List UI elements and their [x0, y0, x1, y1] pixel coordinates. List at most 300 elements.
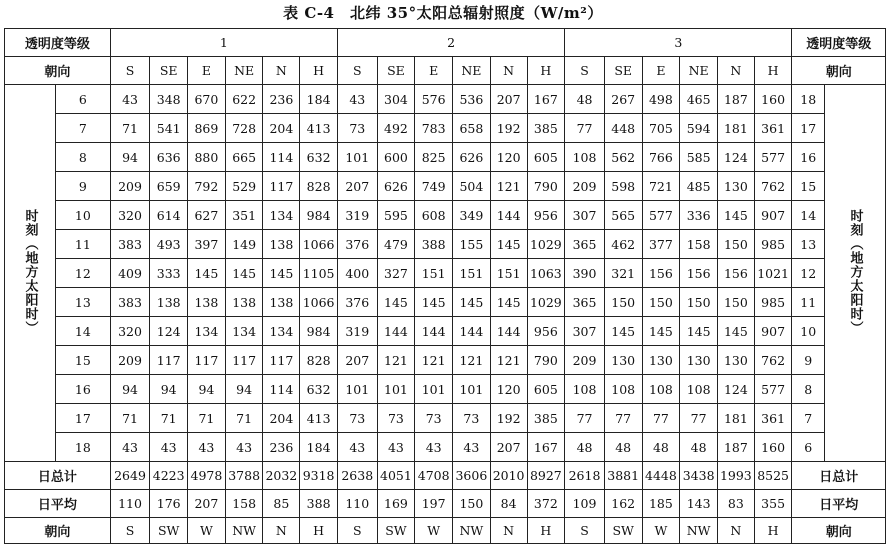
value-cell: 71 [110, 404, 150, 433]
orientation-header: SE [377, 57, 415, 85]
value-cell: 365 [565, 230, 605, 259]
value-cell: 1029 [527, 288, 565, 317]
value-cell: 43 [377, 433, 415, 462]
value-cell: 145 [642, 317, 680, 346]
value-cell: 117 [263, 346, 300, 375]
value-cell: 361 [754, 404, 792, 433]
value-cell: 236 [263, 433, 300, 462]
value-cell: 376 [337, 288, 377, 317]
total-cell: 2618 [565, 462, 605, 490]
value-cell: 77 [565, 114, 605, 143]
hour-right: 10 [792, 317, 825, 346]
value-cell: 144 [490, 201, 527, 230]
value-cell: 184 [300, 85, 338, 114]
value-cell: 448 [604, 114, 642, 143]
total-cell: 4223 [150, 462, 188, 490]
value-cell: 138 [188, 288, 226, 317]
hour-right: 9 [792, 346, 825, 375]
daily-avg-row [5, 490, 886, 518]
total-cell: 2010 [490, 462, 527, 490]
hour-left: 6 [55, 85, 110, 114]
value-cell: 485 [680, 172, 718, 201]
orientation-header: S [565, 57, 605, 85]
hour-right: 7 [792, 404, 825, 433]
orientation-footer: NW [225, 518, 263, 544]
value-cell: 321 [604, 259, 642, 288]
value-cell: 598 [604, 172, 642, 201]
value-cell: 985 [754, 230, 792, 259]
total-cell: 1993 [717, 462, 754, 490]
value-cell: 120 [490, 375, 527, 404]
time-label-text: 时刻（地方太阳时） [847, 208, 863, 335]
value-cell: 479 [377, 230, 415, 259]
value-cell: 124 [717, 143, 754, 172]
value-cell: 1029 [527, 230, 565, 259]
daily-total-label: 日总计 [5, 462, 111, 490]
total-cell: 8927 [527, 462, 565, 490]
total-cell: 3606 [453, 462, 491, 490]
avg-cell: 207 [188, 490, 226, 518]
value-cell: 790 [527, 346, 565, 375]
value-cell: 43 [453, 433, 491, 462]
total-cell: 4708 [415, 462, 453, 490]
value-cell: 907 [754, 317, 792, 346]
value-cell: 108 [642, 375, 680, 404]
value-cell: 307 [565, 317, 605, 346]
value-cell: 108 [565, 375, 605, 404]
value-cell: 783 [415, 114, 453, 143]
value-cell: 728 [225, 114, 263, 143]
value-cell: 151 [453, 259, 491, 288]
value-cell: 541 [150, 114, 188, 143]
value-cell: 101 [337, 143, 377, 172]
value-cell: 145 [188, 259, 226, 288]
value-cell: 48 [565, 85, 605, 114]
value-cell: 134 [263, 201, 300, 230]
value-cell: 101 [377, 375, 415, 404]
value-cell: 145 [263, 259, 300, 288]
value-cell: 138 [150, 288, 188, 317]
value-cell: 144 [453, 317, 491, 346]
value-cell: 565 [604, 201, 642, 230]
time-label-right [825, 85, 886, 462]
table-row [5, 288, 886, 317]
value-cell: 207 [490, 85, 527, 114]
value-cell: 73 [415, 404, 453, 433]
value-cell: 134 [263, 317, 300, 346]
value-cell: 101 [337, 375, 377, 404]
orientation-header: NE [680, 57, 718, 85]
orientation-header: H [300, 57, 338, 85]
value-cell: 385 [527, 404, 565, 433]
value-cell: 984 [300, 317, 338, 346]
hour-left: 7 [55, 114, 110, 143]
value-cell: 869 [188, 114, 226, 143]
orientation-footer: N [263, 518, 300, 544]
orientation-header: H [527, 57, 565, 85]
orientation-header: SE [150, 57, 188, 85]
value-cell: 71 [188, 404, 226, 433]
avg-cell: 143 [680, 490, 718, 518]
value-cell: 236 [263, 85, 300, 114]
orientation-footer: SW [604, 518, 642, 544]
value-cell: 77 [604, 404, 642, 433]
table-row [5, 375, 886, 404]
daily-total-label-right: 日总计 [792, 462, 886, 490]
orientation-header: NE [225, 57, 263, 85]
value-cell: 130 [604, 346, 642, 375]
value-cell: 145 [717, 317, 754, 346]
value-cell: 985 [754, 288, 792, 317]
avg-cell: 110 [110, 490, 150, 518]
orientation-header: N [263, 57, 300, 85]
orientation-header: S [110, 57, 150, 85]
value-cell: 151 [415, 259, 453, 288]
value-cell: 73 [337, 114, 377, 143]
orientation-footer: W [188, 518, 226, 544]
avg-cell: 162 [604, 490, 642, 518]
avg-cell: 85 [263, 490, 300, 518]
value-cell: 204 [263, 114, 300, 143]
value-cell: 124 [150, 317, 188, 346]
value-cell: 956 [527, 201, 565, 230]
value-cell: 108 [565, 143, 605, 172]
avg-cell: 388 [300, 490, 338, 518]
hour-left: 16 [55, 375, 110, 404]
avg-cell: 372 [527, 490, 565, 518]
hour-right: 11 [792, 288, 825, 317]
value-cell: 577 [642, 201, 680, 230]
daily-total-row [5, 462, 886, 490]
value-cell: 390 [565, 259, 605, 288]
hour-left: 11 [55, 230, 110, 259]
total-cell: 4051 [377, 462, 415, 490]
value-cell: 150 [680, 288, 718, 317]
orientation-label: 朝向 [5, 57, 111, 85]
total-cell: 2649 [110, 462, 150, 490]
value-cell: 956 [527, 317, 565, 346]
value-cell: 94 [110, 143, 150, 172]
table-row [5, 317, 886, 346]
value-cell: 376 [337, 230, 377, 259]
value-cell: 167 [527, 433, 565, 462]
value-cell: 413 [300, 404, 338, 433]
value-cell: 209 [565, 346, 605, 375]
value-cell: 361 [754, 114, 792, 143]
value-cell: 77 [680, 404, 718, 433]
hour-right: 15 [792, 172, 825, 201]
orientation-footer: N [717, 518, 754, 544]
value-cell: 388 [415, 230, 453, 259]
value-cell: 658 [453, 114, 491, 143]
hour-left: 9 [55, 172, 110, 201]
orientation-label-bottom: 朝向 [5, 518, 111, 544]
value-cell: 145 [680, 317, 718, 346]
orientation-footer: NW [680, 518, 718, 544]
value-cell: 670 [188, 85, 226, 114]
value-cell: 319 [337, 317, 377, 346]
value-cell: 659 [150, 172, 188, 201]
hour-right: 12 [792, 259, 825, 288]
value-cell: 576 [415, 85, 453, 114]
table-row [5, 259, 886, 288]
orientation-header: E [188, 57, 226, 85]
value-cell: 73 [377, 404, 415, 433]
value-cell: 493 [150, 230, 188, 259]
value-cell: 828 [300, 172, 338, 201]
orientation-footer: H [754, 518, 792, 544]
value-cell: 605 [527, 375, 565, 404]
value-cell: 828 [300, 346, 338, 375]
value-cell: 207 [337, 172, 377, 201]
hour-right: 17 [792, 114, 825, 143]
value-cell: 319 [337, 201, 377, 230]
orientation-header: S [337, 57, 377, 85]
value-cell: 130 [717, 346, 754, 375]
value-cell: 320 [110, 317, 150, 346]
hour-right: 14 [792, 201, 825, 230]
value-cell: 108 [604, 375, 642, 404]
value-cell: 577 [754, 143, 792, 172]
orientation-footer: N [490, 518, 527, 544]
table-row [5, 433, 886, 462]
value-cell: 397 [188, 230, 226, 259]
value-cell: 43 [150, 433, 188, 462]
hour-left: 10 [55, 201, 110, 230]
value-cell: 114 [263, 375, 300, 404]
value-cell: 492 [377, 114, 415, 143]
avg-cell: 83 [717, 490, 754, 518]
value-cell: 71 [150, 404, 188, 433]
value-cell: 167 [527, 85, 565, 114]
value-cell: 595 [377, 201, 415, 230]
value-cell: 121 [453, 346, 491, 375]
orientation-label-right: 朝向 [792, 57, 886, 85]
value-cell: 348 [150, 85, 188, 114]
value-cell: 529 [225, 172, 263, 201]
value-cell: 48 [680, 433, 718, 462]
hour-left: 18 [55, 433, 110, 462]
value-cell: 48 [642, 433, 680, 462]
value-cell: 209 [565, 172, 605, 201]
orientation-header: N [490, 57, 527, 85]
value-cell: 825 [415, 143, 453, 172]
transparency-label: 透明度等级 [5, 29, 111, 57]
daily-avg-label: 日平均 [5, 490, 111, 518]
value-cell: 43 [110, 85, 150, 114]
value-cell: 383 [110, 288, 150, 317]
value-cell: 600 [377, 143, 415, 172]
value-cell: 43 [337, 433, 377, 462]
value-cell: 577 [754, 375, 792, 404]
value-cell: 608 [415, 201, 453, 230]
value-cell: 150 [604, 288, 642, 317]
value-cell: 320 [110, 201, 150, 230]
value-cell: 632 [300, 143, 338, 172]
value-cell: 71 [225, 404, 263, 433]
value-cell: 77 [642, 404, 680, 433]
table-row [5, 114, 886, 143]
value-cell: 117 [263, 172, 300, 201]
total-cell: 3881 [604, 462, 642, 490]
value-cell: 144 [490, 317, 527, 346]
hour-left: 13 [55, 288, 110, 317]
irradiance-table [4, 28, 886, 544]
value-cell: 145 [415, 288, 453, 317]
value-cell: 73 [453, 404, 491, 433]
total-cell: 8525 [754, 462, 792, 490]
value-cell: 155 [453, 230, 491, 259]
value-cell: 144 [415, 317, 453, 346]
value-cell: 145 [490, 288, 527, 317]
value-cell: 465 [680, 85, 718, 114]
value-cell: 585 [680, 143, 718, 172]
level-header: 1 [110, 29, 337, 57]
value-cell: 134 [225, 317, 263, 346]
value-cell: 43 [337, 85, 377, 114]
total-cell: 4448 [642, 462, 680, 490]
level-header: 2 [337, 29, 564, 57]
value-cell: 43 [225, 433, 263, 462]
value-cell: 181 [717, 404, 754, 433]
value-cell: 204 [263, 404, 300, 433]
orientation-header: SE [604, 57, 642, 85]
value-cell: 117 [188, 346, 226, 375]
orientation-footer: SW [150, 518, 188, 544]
avg-cell: 185 [642, 490, 680, 518]
orientation-footer: W [642, 518, 680, 544]
value-cell: 336 [680, 201, 718, 230]
value-cell: 400 [337, 259, 377, 288]
value-cell: 117 [225, 346, 263, 375]
table-row [5, 346, 886, 375]
value-cell: 907 [754, 201, 792, 230]
footer-row-orientations [5, 518, 886, 544]
value-cell: 705 [642, 114, 680, 143]
hour-right: 18 [792, 85, 825, 114]
orientation-footer: S [337, 518, 377, 544]
value-cell: 117 [150, 346, 188, 375]
value-cell: 383 [110, 230, 150, 259]
value-cell: 124 [717, 375, 754, 404]
value-cell: 594 [680, 114, 718, 143]
header-row-orientations [5, 57, 886, 85]
value-cell: 144 [377, 317, 415, 346]
value-cell: 121 [377, 346, 415, 375]
table-row [5, 172, 886, 201]
value-cell: 766 [642, 143, 680, 172]
orientation-footer: H [300, 518, 338, 544]
value-cell: 94 [110, 375, 150, 404]
value-cell: 77 [565, 404, 605, 433]
orientation-header: E [642, 57, 680, 85]
value-cell: 48 [604, 433, 642, 462]
value-cell: 138 [225, 288, 263, 317]
orientation-footer: S [110, 518, 150, 544]
hour-right: 6 [792, 433, 825, 462]
avg-cell: 109 [565, 490, 605, 518]
value-cell: 156 [717, 259, 754, 288]
value-cell: 187 [717, 433, 754, 462]
value-cell: 158 [680, 230, 718, 259]
value-cell: 762 [754, 172, 792, 201]
value-cell: 192 [490, 114, 527, 143]
value-cell: 121 [490, 346, 527, 375]
value-cell: 94 [150, 375, 188, 404]
daily-avg-label-right: 日平均 [792, 490, 886, 518]
value-cell: 145 [490, 230, 527, 259]
table-row [5, 85, 886, 114]
header-row-levels [5, 29, 886, 57]
hour-right: 8 [792, 375, 825, 404]
time-label-left [5, 85, 56, 462]
value-cell: 327 [377, 259, 415, 288]
value-cell: 1066 [300, 230, 338, 259]
avg-cell: 355 [754, 490, 792, 518]
value-cell: 626 [453, 143, 491, 172]
value-cell: 790 [527, 172, 565, 201]
value-cell: 792 [188, 172, 226, 201]
value-cell: 377 [642, 230, 680, 259]
value-cell: 130 [642, 346, 680, 375]
value-cell: 984 [300, 201, 338, 230]
value-cell: 108 [680, 375, 718, 404]
value-cell: 192 [490, 404, 527, 433]
value-cell: 622 [225, 85, 263, 114]
value-cell: 605 [527, 143, 565, 172]
value-cell: 209 [110, 172, 150, 201]
value-cell: 562 [604, 143, 642, 172]
value-cell: 307 [565, 201, 605, 230]
value-cell: 184 [300, 433, 338, 462]
value-cell: 626 [377, 172, 415, 201]
table-row [5, 404, 886, 433]
value-cell: 504 [453, 172, 491, 201]
total-cell: 3438 [680, 462, 718, 490]
avg-cell: 150 [453, 490, 491, 518]
orientation-header: E [415, 57, 453, 85]
orientation-footer: NW [453, 518, 491, 544]
value-cell: 1063 [527, 259, 565, 288]
total-cell: 4978 [188, 462, 226, 490]
orientation-header: NE [453, 57, 491, 85]
value-cell: 101 [453, 375, 491, 404]
table-row [5, 201, 886, 230]
orientation-label-bottom-right: 朝向 [792, 518, 886, 544]
value-cell: 749 [415, 172, 453, 201]
hour-left: 8 [55, 143, 110, 172]
value-cell: 762 [754, 346, 792, 375]
time-label-text: 时刻（地方太阳时） [22, 208, 38, 335]
value-cell: 145 [717, 201, 754, 230]
value-cell: 145 [453, 288, 491, 317]
value-cell: 94 [225, 375, 263, 404]
value-cell: 1021 [754, 259, 792, 288]
value-cell: 145 [225, 259, 263, 288]
value-cell: 160 [754, 85, 792, 114]
value-cell: 150 [717, 288, 754, 317]
value-cell: 156 [680, 259, 718, 288]
hour-left: 17 [55, 404, 110, 433]
value-cell: 636 [150, 143, 188, 172]
value-cell: 121 [490, 172, 527, 201]
value-cell: 413 [300, 114, 338, 143]
value-cell: 151 [490, 259, 527, 288]
value-cell: 462 [604, 230, 642, 259]
value-cell: 665 [225, 143, 263, 172]
orientation-footer: H [527, 518, 565, 544]
value-cell: 614 [150, 201, 188, 230]
